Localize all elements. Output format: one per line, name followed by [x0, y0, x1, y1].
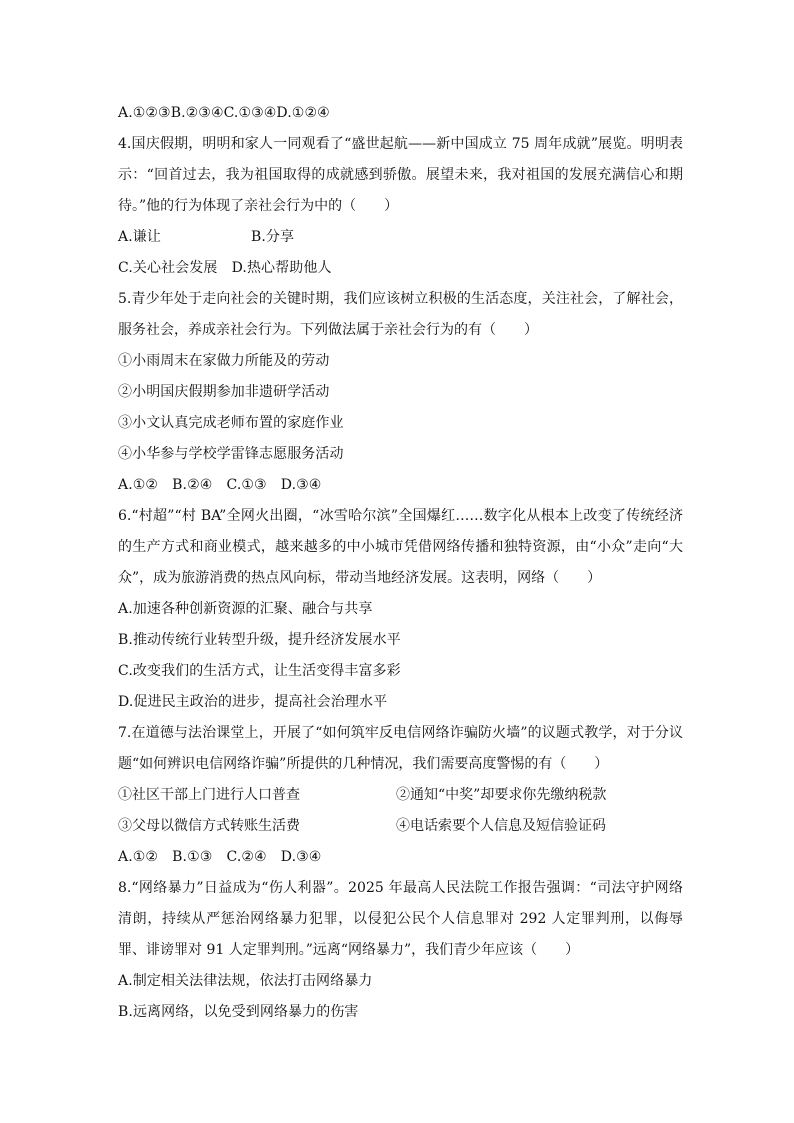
q7-item-3: ③父母以微信方式转账生活费 [118, 818, 300, 834]
q6-stem: 6.“村超”“村 BA”全网火出圈，“冰雪哈尔滨”全国爆红……数字化从根本上改变了传统经济的生产方式和商业模式，越来越多的中小城市凭借网络传播和独特资源，由“小众”走向“大众”，成为旅游消费的热点风向标，带动当地经济发展。这表明，网络（ ） [118, 508, 683, 586]
q5-item-4: ④小华参与学校学雷锋志愿服务活动 [118, 446, 344, 462]
q5-item-2: ②小明国庆假期参加非遗研学活动 [118, 384, 330, 400]
q8-stem: 8.“网络暴力”日益成为“伤人利器”。2025 年最高人民法院工作报告强调：“司法守护网络清朗，持续从严惩治网络暴力犯罪，以侵犯公民个人信息罪对 292 人定罪判刑，以侮辱罪、诽谤罪对 91 人定罪判刑。”远离“网络暴力”，我们青少年应该（ ） [118, 880, 683, 958]
q6-option-c: C.改变我们的生活方式，让生活变得丰富多彩 [118, 663, 401, 679]
q5-options: A.①② B.②④ C.①③ D.③④ [118, 477, 322, 493]
q5-item-1: ①小雨周末在家做力所能及的劳动 [118, 353, 330, 369]
q4-option-b: B.分享 [250, 229, 295, 245]
q7-items-row-1 [118, 780, 683, 811]
q7-items-row-2 [118, 811, 683, 842]
q7-item-1: ①社区干部上门进行人口普查 [118, 787, 300, 803]
q8-option-a: A.制定相关法律法规，依法打击网络暴力 [118, 973, 373, 989]
q6-option-d: D.促进民主政治的进步，提高社会治理水平 [118, 694, 388, 710]
q4-option-d: D.热心帮助他人 [231, 260, 332, 276]
q7-stem: 7.在道德与法治课堂上，开展了“如何筑牢反电信网络诈骗防火墙”的议题式教学，对于分议题“如何辨识电信网络诈骗”所提供的几种情况，我们需要高度警惕的有（ ） [118, 725, 683, 772]
q5-item-3: ③小文认真完成老师布置的家庭作业 [118, 415, 344, 431]
q7-options: A.①② B.①③ C.②④ D.③④ [118, 849, 322, 865]
q7-item-2: ②通知“中奖”却要求你先缴纳税款 [396, 787, 607, 803]
q8-option-b: B.远离网络，以免受到网络暴力的伤害 [118, 1004, 359, 1020]
q6-option-a: A.加速各种创新资源的汇聚、融合与共享 [118, 601, 373, 617]
q5-stem: 5.青少年处于走向社会的关键时期，我们应该树立积极的生活态度，关注社会，了解社会，服务社会，养成亲社会行为。下列做法属于亲社会行为的有（ ） [118, 291, 683, 338]
q4-options-row-1 [118, 222, 683, 253]
q4-stem: 4.国庆假期，明明和家人一同观看了“盛世起航——新中国成立 75 周年成就”展览。明明表示：“回首过去，我为祖国取得的成就感到骄傲。展望未来，我对祖国的发展充满信心和期待。”他的行为体现了亲社会行为中的（ ） [118, 136, 683, 214]
q3-options: A.①②③B.②③④C.①③④D.①②④ [118, 105, 330, 121]
q7-item-4: ④电话索要个人信息及短信验证码 [396, 818, 606, 834]
q4-option-c: C.关心社会发展 [118, 260, 218, 276]
q4-option-a: A.谦让 [118, 229, 161, 245]
q4-options-row-2 [118, 253, 683, 284]
q6-option-b: B.推动传统行业转型升级，提升经济发展水平 [118, 632, 401, 648]
exam-content [118, 98, 683, 1028]
